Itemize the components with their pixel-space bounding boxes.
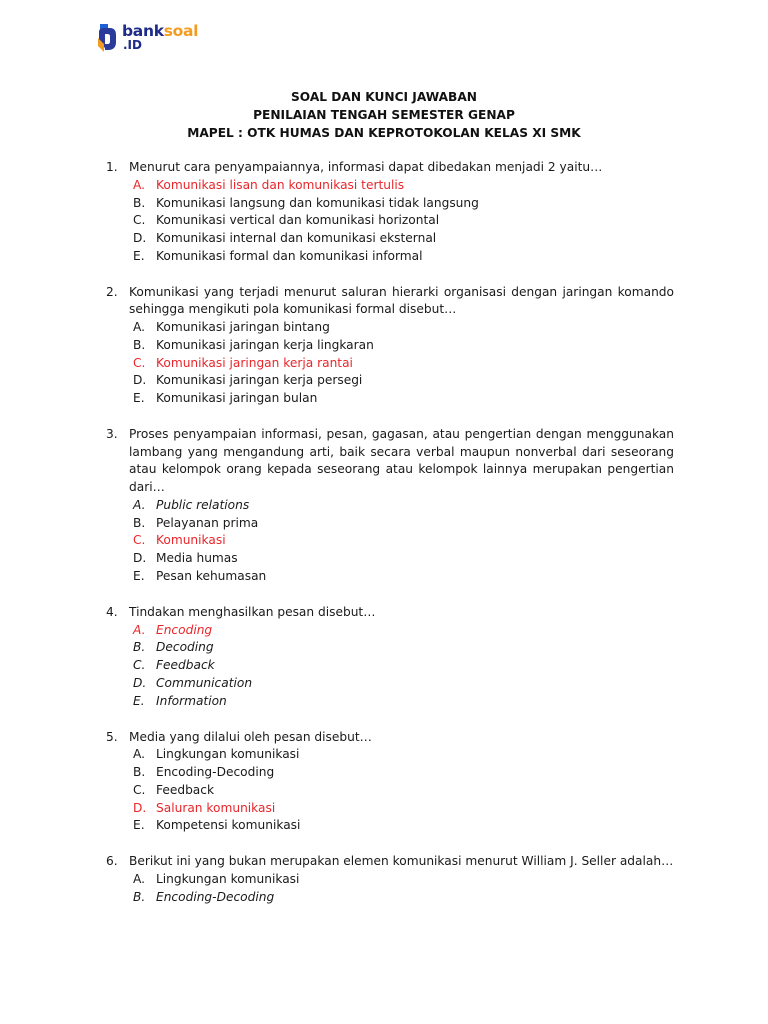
- option-letter: B.: [133, 765, 146, 780]
- question-number: 2.: [106, 284, 118, 299]
- header-subtitle: PENILAIAN TENGAH SEMESTER GENAP: [253, 108, 515, 122]
- option-text: Kompetensi komunikasi: [156, 818, 301, 833]
- option-text: Lingkungan komunikasi: [156, 747, 300, 762]
- question-text: Media yang dilalui oleh pesan disebut…: [129, 729, 372, 744]
- option-text: Komunikasi jaringan bintang: [156, 320, 330, 335]
- question-item: [106, 159, 674, 266]
- banksoal-logo: [96, 22, 232, 54]
- question-text: Tindakan menghasilkan pesan disebut…: [129, 604, 376, 619]
- question-item: [106, 853, 674, 906]
- option-text: Komunikasi internal dan komunikasi eksternal: [156, 231, 437, 246]
- question-item: [106, 729, 674, 836]
- question-row: [106, 853, 674, 871]
- question-item: [106, 284, 674, 408]
- option-item: [133, 337, 674, 355]
- option-text: Pesan kehumasan: [156, 569, 267, 584]
- option-item: [133, 497, 674, 515]
- document-header: [0, 88, 768, 142]
- option-letter: D.: [133, 231, 147, 246]
- option-text: Lingkungan komunikasi: [156, 871, 300, 886]
- option-item: [133, 568, 674, 586]
- option-item: [133, 230, 674, 248]
- option-item: [133, 782, 674, 800]
- option-correct-answer: [133, 177, 674, 195]
- option-item: [133, 889, 674, 907]
- option-letter: E.: [133, 248, 145, 263]
- option-list: [133, 497, 674, 586]
- option-correct-answer: [133, 800, 674, 818]
- option-text: Decoding: [156, 640, 214, 655]
- option-letter: C.: [133, 355, 146, 370]
- option-item: [133, 515, 674, 533]
- option-text: Komunikasi jaringan kerja lingkaran: [156, 337, 374, 352]
- option-item: [133, 390, 674, 408]
- question-row: [106, 426, 674, 497]
- option-item: [133, 871, 674, 889]
- option-item: [133, 319, 674, 337]
- question-item: [106, 604, 674, 711]
- option-item: [133, 639, 674, 657]
- option-text: Saluran komunikasi: [156, 800, 276, 815]
- option-text: Media humas: [156, 551, 238, 566]
- option-list: [133, 177, 674, 266]
- option-item: [133, 195, 674, 213]
- logo-brand-part1: bank: [122, 22, 164, 40]
- option-letter: A.: [133, 871, 145, 886]
- question-row: [106, 604, 674, 622]
- option-text: Feedback: [156, 658, 215, 673]
- question-row: [106, 284, 674, 319]
- option-text: Pelayanan prima: [156, 515, 259, 530]
- option-letter: A.: [133, 320, 145, 335]
- option-letter: A.: [133, 622, 146, 637]
- question-number: 6.: [106, 854, 118, 869]
- option-item: [133, 764, 674, 782]
- option-text: Komunikasi: [156, 533, 226, 548]
- question-list: [106, 159, 674, 925]
- option-letter: D.: [133, 675, 147, 690]
- option-list: [133, 622, 674, 711]
- option-list: [133, 746, 674, 835]
- option-letter: C.: [133, 213, 146, 228]
- option-letter: B.: [133, 195, 146, 210]
- option-letter: B.: [133, 889, 146, 904]
- question-row: [106, 159, 674, 177]
- option-correct-answer: [133, 622, 674, 640]
- option-item: [133, 212, 674, 230]
- option-letter: E.: [133, 693, 145, 708]
- question-number: 3.: [106, 427, 118, 442]
- option-list: [133, 871, 674, 907]
- option-list: [133, 319, 674, 408]
- option-letter: E.: [133, 391, 145, 406]
- option-text: Information: [156, 693, 227, 708]
- option-text: Komunikasi lisan dan komunikasi tertulis: [156, 177, 405, 192]
- option-text: Komunikasi jaringan kerja persegi: [156, 373, 363, 388]
- header-subject: MAPEL : OTK HUMAS DAN KEPROTOKOLAN KELAS XI SMK: [187, 126, 581, 140]
- option-text: Encoding: [156, 622, 213, 637]
- logo-brand-part2: soal: [163, 22, 199, 40]
- question-number: 1.: [106, 160, 118, 174]
- question-text: Menurut cara penyampaiannya, informasi dapat dibedakan menjadi 2 yaitu…: [129, 160, 603, 174]
- option-text: Public relations: [156, 497, 250, 512]
- question-text: Komunikasi yang terjadi menurut saluran hierarki organisasi dengan jaringan komando sehingga mengikuti pola komunikasi formal disebut…: [129, 284, 674, 317]
- option-item: [133, 693, 674, 711]
- banksoal-logo-icon: [96, 22, 118, 54]
- option-text: Encoding-Decoding: [156, 765, 275, 780]
- header-title: SOAL DAN KUNCI JAWABAN: [291, 90, 477, 104]
- option-item: [133, 248, 674, 266]
- option-letter: E.: [133, 818, 145, 833]
- option-item: [133, 372, 674, 390]
- option-letter: B.: [133, 337, 146, 352]
- option-letter: D.: [133, 800, 147, 815]
- option-letter: C.: [133, 782, 146, 797]
- option-item: [133, 657, 674, 675]
- option-item: [133, 746, 674, 764]
- logo-sub: .ID: [123, 38, 142, 52]
- option-text: Komunikasi jaringan kerja rantai: [156, 355, 353, 370]
- option-letter: A.: [133, 497, 146, 512]
- option-letter: B.: [133, 515, 146, 530]
- question-row: [106, 729, 674, 747]
- option-letter: A.: [133, 747, 145, 762]
- option-text: Komunikasi formal dan komunikasi informal: [156, 248, 423, 263]
- option-letter: D.: [133, 551, 147, 566]
- option-letter: B.: [133, 640, 146, 655]
- option-text: Komunikasi jaringan bulan: [156, 391, 318, 406]
- question-number: 4.: [106, 604, 118, 619]
- question-number: 5.: [106, 729, 118, 744]
- option-text: Komunikasi vertical dan komunikasi horizontal: [156, 213, 440, 228]
- option-letter: A.: [133, 177, 145, 192]
- question-text: Proses penyampaian informasi, pesan, gagasan, atau pengertian dengan menggunakan lambang yang mengandung arti, baik secara verbal maupun nonverbal dari seseorang atau kelompok orang kepada seseorang atau kelompok lainnya merupakan pengertian dari…: [129, 427, 674, 495]
- option-text: Komunikasi langsung dan komunikasi tidak langsung: [156, 195, 479, 210]
- question-item: [106, 426, 674, 586]
- option-item: [133, 550, 674, 568]
- option-item: [133, 817, 674, 835]
- option-item: [133, 675, 674, 693]
- option-letter: C.: [133, 658, 146, 673]
- option-correct-answer: [133, 355, 674, 373]
- option-correct-answer: [133, 532, 674, 550]
- option-letter: C.: [133, 533, 146, 548]
- question-text: Berikut ini yang bukan merupakan elemen komunikasi menurut William J. Seller adalah…: [129, 854, 674, 869]
- option-letter: E.: [133, 569, 145, 584]
- option-text: Communication: [156, 675, 253, 690]
- option-text: Encoding-Decoding: [156, 889, 275, 904]
- option-letter: D.: [133, 373, 147, 388]
- option-text: Feedback: [156, 782, 215, 797]
